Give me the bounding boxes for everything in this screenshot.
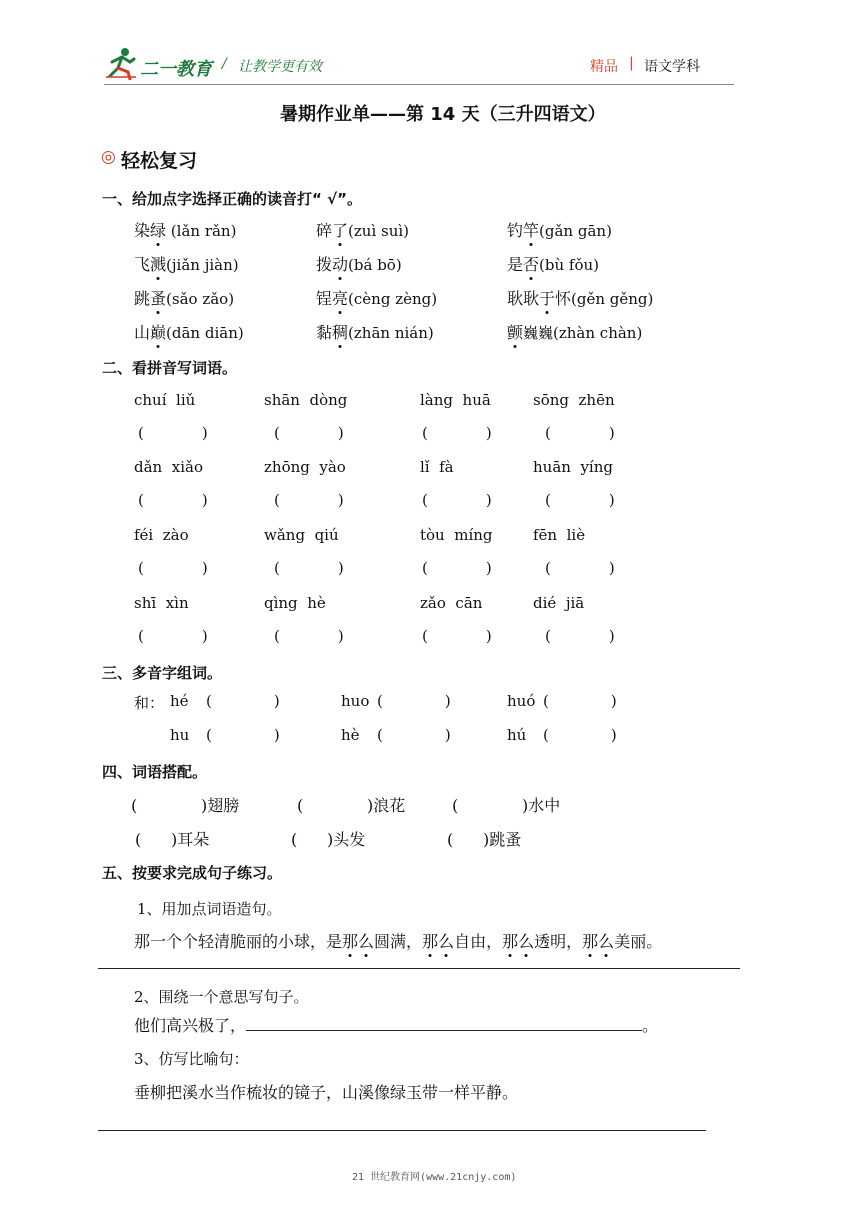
pinyin-options[interactable]: (gǎn gān) [539, 222, 612, 240]
collocation-item[interactable] [452, 793, 560, 816]
q2-blank[interactable] [246, 1016, 642, 1031]
answer-blank[interactable] [138, 491, 208, 509]
dotted-char: 巅 [150, 320, 166, 343]
polyphone-pinyin: hé [170, 692, 189, 710]
paren-open: ( [297, 796, 304, 815]
char-label: 和： [134, 694, 165, 712]
runner-logo-icon [104, 46, 140, 80]
collocation-word: )翅膀 [201, 796, 240, 815]
polyphone-pinyin: hú [507, 726, 527, 744]
word-option [134, 320, 244, 343]
q2-label: 2、围绕一个意思写句子。 [134, 988, 309, 1006]
dotted-char: 动 [332, 252, 348, 275]
word-char: 山 [134, 323, 151, 342]
paren-open: ( [206, 726, 212, 744]
pinyin-options[interactable]: (jiǎn jiàn) [166, 256, 239, 274]
polyphone-item[interactable] [341, 692, 451, 710]
section5-heading: 五、按要求完成句子练习。 [102, 864, 283, 882]
answer-blank[interactable] [422, 424, 492, 442]
paren-open: ( [452, 796, 459, 815]
collocation-item[interactable] [291, 827, 365, 850]
paren-close: ) [337, 627, 344, 645]
answer-blank[interactable] [138, 627, 208, 645]
pinyin-options[interactable]: (sǎo zǎo) [166, 290, 235, 308]
q2-suffix: 。 [642, 1016, 659, 1035]
polyphone-pinyin: huó [507, 692, 536, 710]
paren-close: ) [610, 692, 617, 710]
polyphone-item[interactable] [341, 726, 451, 744]
word-option [316, 218, 409, 241]
collocation-word: )水中 [522, 796, 561, 815]
paren-close: ) [485, 627, 492, 645]
polyphone-pinyin: hè [341, 726, 360, 744]
paren-close: ) [608, 559, 615, 577]
dotted-char: 否 [523, 252, 539, 275]
page-title: 暑期作业单——第 14 天（三升四语文） [280, 104, 606, 125]
dotted-char: 溅 [150, 252, 166, 275]
word-option [507, 252, 599, 275]
pinyin-options[interactable]: (gěn gěng) [571, 290, 654, 308]
dotted-char: 么 [598, 929, 614, 952]
dotted-char: 了 [332, 218, 348, 241]
answer-blank[interactable] [138, 424, 208, 442]
pinyin-word: wǎng qiú [264, 526, 339, 544]
pinyin-word: tòu míng [420, 526, 493, 544]
polyphone-item[interactable] [170, 692, 280, 710]
dotted-char: 耿于怀 [523, 286, 571, 309]
paren-close: ) [201, 491, 208, 509]
collocation-item[interactable] [447, 827, 521, 850]
answer-blank[interactable] [274, 424, 344, 442]
paren-close: ) [608, 424, 615, 442]
pinyin-word: lǐ fà [420, 458, 454, 476]
sentence-part: 透明， [534, 932, 583, 951]
paren-close: ) [337, 424, 344, 442]
polyphone-item[interactable] [507, 692, 617, 710]
paren-open: ( [545, 491, 551, 509]
pinyin-word: chuí liǔ [134, 391, 196, 409]
pinyin-word: féi zào [134, 526, 189, 544]
paren-close: ) [485, 424, 492, 442]
sentence-part: 那一个个轻清脆丽的小球，是 [134, 932, 343, 951]
word-char: 碎 [316, 221, 333, 240]
pinyin-word: huān yíng [533, 458, 613, 476]
paren-close: ) [201, 424, 208, 442]
paren-open: ( [545, 559, 551, 577]
collocation-word: )跳蚤 [483, 830, 522, 849]
paren-close: ) [337, 559, 344, 577]
dotted-char: 稠 [332, 320, 348, 343]
tag-jingpin: 精品 [590, 59, 618, 75]
paren-close: ) [337, 491, 344, 509]
paren-open: ( [422, 424, 428, 442]
pinyin-options[interactable]: (bá bō) [348, 256, 402, 274]
dotted-word [582, 932, 614, 951]
paren-open: ( [138, 627, 144, 645]
word-option [134, 218, 236, 241]
dotted-char: 绿 [150, 218, 166, 241]
word-char: 黏 [316, 323, 333, 342]
pinyin-options[interactable]: (cèng zèng) [348, 290, 438, 308]
pinyin-options[interactable]: (zhān nián) [348, 324, 434, 342]
answer-blank[interactable] [422, 491, 492, 509]
paren-open: ( [543, 692, 549, 710]
logo-text: 二一教育 [140, 59, 212, 80]
paren-open: ( [274, 627, 280, 645]
header-rule [104, 84, 734, 85]
pinyin-word: qìng hè [264, 594, 326, 612]
paren-open: ( [131, 796, 138, 815]
pinyin-options[interactable]: (bù fǒu) [539, 256, 600, 274]
dotted-char: 么 [438, 929, 454, 952]
word-option [316, 252, 402, 275]
paren-close: ) [485, 559, 492, 577]
answer-blank[interactable] [545, 424, 615, 442]
paren-close: ) [273, 692, 280, 710]
answer-blank[interactable] [274, 491, 344, 509]
dotted-word [422, 932, 454, 951]
q1-sentence [134, 929, 662, 952]
word-char: 钓 [507, 221, 524, 240]
word-option [316, 320, 434, 343]
answer-blank[interactable] [422, 559, 492, 577]
paren-open: ( [135, 830, 142, 849]
paren-close: ) [608, 491, 615, 509]
answer-blank[interactable] [422, 627, 492, 645]
paren-open: ( [274, 491, 280, 509]
pinyin-word: sōng zhēn [533, 391, 615, 409]
word-char: 飞 [134, 255, 151, 274]
collocation-word: )耳朵 [171, 830, 210, 849]
paren-open: ( [545, 424, 551, 442]
footer: 21 世纪教育网(www.21cnjy.com) [352, 1172, 517, 1183]
polyphone-item[interactable] [507, 726, 617, 744]
polyphone-item[interactable] [170, 726, 280, 744]
pinyin-options[interactable]: (lǎn rǎn) [166, 222, 237, 240]
paren-open: ( [206, 692, 212, 710]
answer-blank[interactable] [545, 627, 615, 645]
q1-answer-line[interactable] [98, 968, 740, 969]
pinyin-word: zǎo cān [420, 594, 483, 612]
section3-heading: 三、多音字组词。 [102, 664, 223, 682]
dotted-char: 颤 [507, 320, 523, 343]
collocation-item[interactable] [297, 793, 405, 816]
dotted-char: 那 [582, 929, 598, 952]
paren-close: ) [485, 491, 492, 509]
pinyin-word: zhōng yào [264, 458, 346, 476]
paren-close: ) [201, 559, 208, 577]
polyphone-pinyin: huo [341, 692, 370, 710]
answer-blank[interactable] [274, 627, 344, 645]
pinyin-word: dǎn xiǎo [134, 458, 203, 476]
paren-open: ( [422, 491, 428, 509]
pinyin-options[interactable]: 巍巍(zhàn chàn) [523, 324, 643, 342]
tag-subject: 语文学科 [644, 59, 700, 75]
paren-open: ( [422, 559, 428, 577]
collocation-item[interactable] [131, 793, 239, 816]
slogan-divider: / [222, 56, 227, 72]
dotted-char: 那 [342, 929, 358, 952]
paren-open: ( [447, 830, 454, 849]
word-option [507, 320, 642, 343]
pinyin-word: làng huā [420, 391, 491, 409]
paren-close: ) [201, 627, 208, 645]
q3-sentence: 垂柳把溪水当作梳妆的镜子，山溪像绿玉带一样平静。 [134, 1083, 519, 1102]
q3-answer-line[interactable] [98, 1130, 706, 1131]
paren-close: ) [444, 726, 451, 744]
paren-open: ( [274, 559, 280, 577]
dotted-char: 那 [502, 929, 518, 952]
dotted-char: 么 [518, 929, 534, 952]
word-char: 染 [134, 221, 151, 240]
word-char: 是 [507, 255, 524, 274]
dotted-char: 竿 [523, 218, 539, 241]
dotted-word [342, 932, 374, 951]
polyphone-pinyin: hu [170, 726, 190, 744]
collocation-word: )头发 [327, 830, 366, 849]
answer-blank[interactable] [545, 559, 615, 577]
paren-close: ) [444, 692, 451, 710]
paren-open: ( [545, 627, 551, 645]
dotted-char: 那 [422, 929, 438, 952]
pinyin-options[interactable]: (zuì suì) [348, 222, 410, 240]
paren-close: ) [610, 726, 617, 744]
word-option [134, 252, 239, 275]
slogan: 让教学更有效 [238, 59, 322, 75]
dotted-char: 蚤 [150, 286, 166, 309]
word-char: 耿 [507, 289, 524, 308]
paren-open: ( [422, 627, 428, 645]
pinyin-options[interactable]: (dān diān) [166, 324, 244, 342]
word-char: 锃 [316, 289, 333, 308]
pinyin-word: shī xìn [134, 594, 189, 612]
q2-prefix: 他们高兴极了， [134, 1016, 247, 1035]
word-option [134, 286, 234, 309]
word-option [507, 218, 612, 241]
word-option [507, 286, 653, 309]
q1-label: 1、用加点词语造句。 [137, 900, 282, 918]
section1-heading: 一、给加点字选择正确的读音打“ √”。 [102, 190, 362, 208]
dotted-char: 亮 [332, 286, 348, 309]
paren-open: ( [543, 726, 549, 744]
word-char: 跳 [134, 289, 151, 308]
dotted-word [502, 932, 534, 951]
q3-label: 3、仿写比喻句： [134, 1050, 249, 1068]
answer-blank[interactable] [545, 491, 615, 509]
review-heading: 轻松复习 [121, 150, 198, 172]
pinyin-word: shān dòng [264, 391, 348, 409]
paren-open: ( [274, 424, 280, 442]
paren-open: ( [377, 692, 383, 710]
word-char: 拨 [316, 255, 333, 274]
section4-heading: 四、词语搭配。 [102, 763, 208, 781]
paren-close: ) [608, 627, 615, 645]
pinyin-word: fēn liè [533, 526, 586, 544]
dotted-char: 么 [358, 929, 374, 952]
q2-sentence [134, 1013, 658, 1036]
paren-close: ) [273, 726, 280, 744]
sentence-part: 自由， [454, 932, 503, 951]
paren-open: ( [138, 559, 144, 577]
paren-open: ( [377, 726, 383, 744]
collocation-word: )浪花 [367, 796, 406, 815]
target-icon: ◎ [101, 147, 116, 167]
pinyin-word: dié jiā [533, 594, 585, 612]
answer-blank[interactable] [138, 559, 208, 577]
sentence-part: 圆满， [374, 932, 423, 951]
paren-open: ( [138, 491, 144, 509]
section2-heading: 二、看拼音写词语。 [102, 359, 238, 377]
answer-blank[interactable] [274, 559, 344, 577]
tag-divider: | [629, 55, 634, 71]
word-option [316, 286, 437, 309]
sentence-part: 美丽。 [614, 932, 663, 951]
paren-open: ( [291, 830, 298, 849]
paren-open: ( [138, 424, 144, 442]
collocation-item[interactable] [135, 827, 209, 850]
